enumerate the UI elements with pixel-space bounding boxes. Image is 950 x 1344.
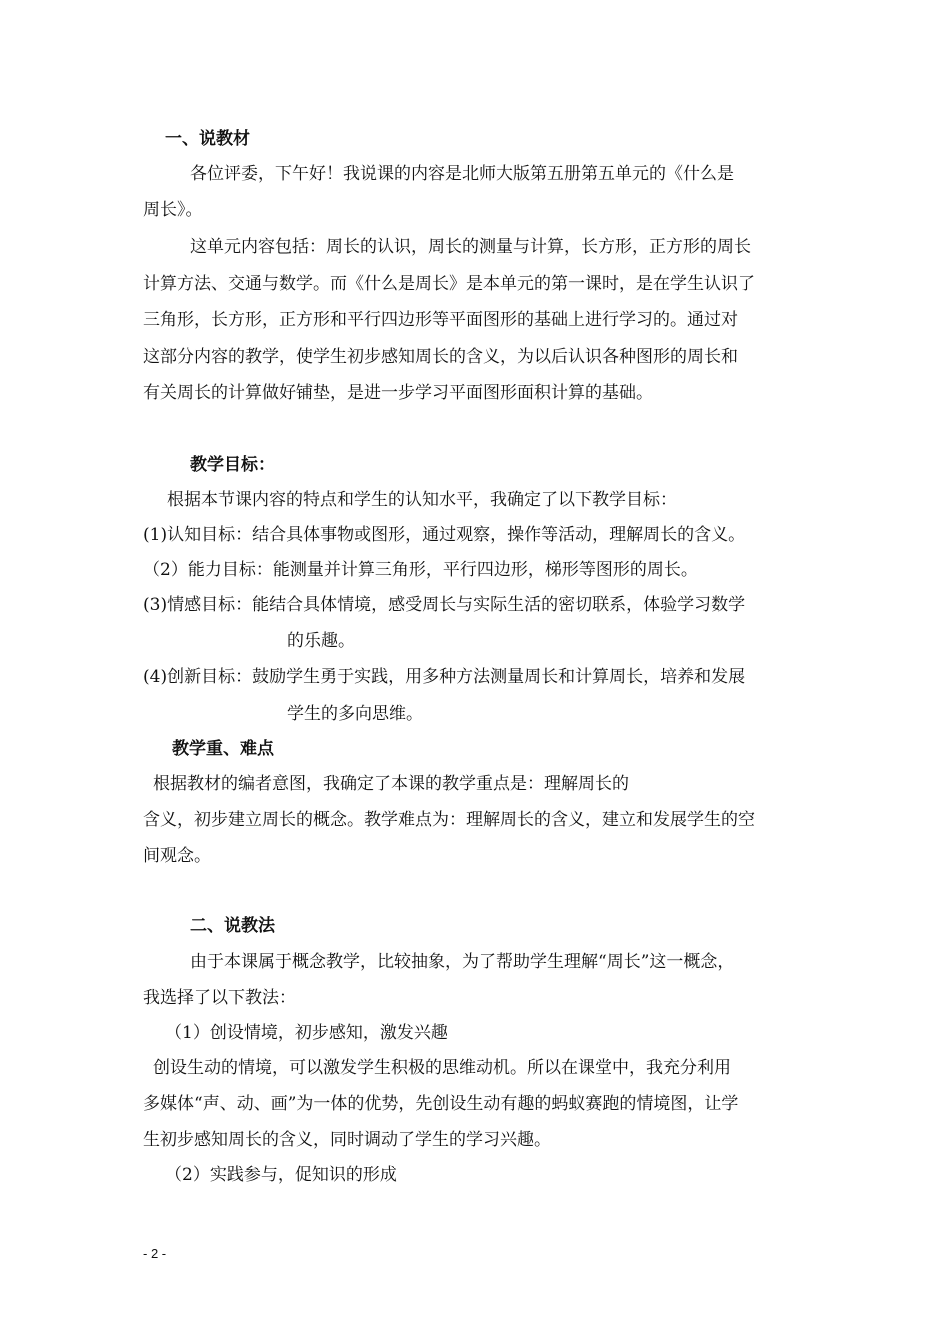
page-number: - 2 -	[143, 1246, 167, 1261]
method-item: （2）实践参与，促知识的形成	[165, 1165, 397, 1185]
goals-intro: 根据本节课内容的特点和学生的认知水平，我确定了以下教学目标：	[167, 490, 677, 510]
paragraph-line: 这部分内容的教学，使学生初步感知周长的含义，为以后认识各种图形的周长和	[143, 347, 738, 367]
goals-heading: 教学目标：	[190, 455, 275, 475]
paragraph-line: 间观念。	[143, 846, 211, 866]
paragraph-line: 由于本课属于概念教学，比较抽象，为了帮助学生理解“周长”这一概念，	[190, 952, 735, 972]
paragraph-line: 有关周长的计算做好铺垫，是进一步学习平面图形面积计算的基础。	[143, 383, 653, 403]
goal-item-continued: 学生的多向思维。	[287, 704, 423, 724]
paragraph-line: 多媒体“声、动、画”为一体的优势，先创设生动有趣的蚂蚁赛跑的情境图，让学	[143, 1094, 739, 1114]
paragraph-line: 生初步感知周长的含义，同时调动了学生的学习兴趣。	[143, 1130, 551, 1150]
goal-item: (1)认知目标：结合具体事物或图形，通过观察，操作等活动，理解周长的含义。	[143, 525, 746, 545]
paragraph-line: 各位评委，下午好！我说课的内容是北师大版第五册第五单元的《什么是	[190, 164, 734, 184]
paragraph-line: 这单元内容包括：周长的认识，周长的测量与计算，长方形，正方形的周长	[190, 237, 751, 257]
paragraph-line: 创设生动的情境，可以激发学生积极的思维动机。所以在课堂中，我充分利用	[153, 1058, 731, 1078]
method-item: （1）创设情境，初步感知，激发兴趣	[165, 1023, 448, 1043]
paragraph-line: 计算方法、交通与数学。而《什么是周长》是本单元的第一课时，是在学生认识了	[143, 274, 755, 294]
paragraph-line: 三角形，长方形，正方形和平行四边形等平面图形的基础上进行学习的。通过对	[143, 310, 738, 330]
goal-item: （2）能力目标：能测量并计算三角形，平行四边形，梯形等图形的周长。	[143, 560, 698, 580]
paragraph-line: 含义，初步建立周长的概念。教学难点为：理解周长的含义，建立和发展学生的空	[143, 810, 755, 830]
paragraph-line: 周长》。	[143, 200, 203, 220]
goal-item-continued: 的乐趣。	[287, 631, 355, 651]
paragraph-line: 我选择了以下教法：	[143, 988, 296, 1008]
section-heading-1: 一、说教材	[165, 129, 250, 149]
goal-item: (3)情感目标：能结合具体情境，感受周长与实际生活的密切联系，体验学习数学	[143, 595, 746, 615]
key-points-heading: 教学重、难点	[172, 739, 274, 759]
goal-item: (4)创新目标：鼓励学生勇于实践，用多种方法测量周长和计算周长，培养和发展	[143, 667, 746, 687]
paragraph-line: 根据教材的编者意图，我确定了本课的教学重点是：理解周长的	[153, 774, 629, 794]
section-heading-2: 二、说教法	[190, 916, 275, 936]
